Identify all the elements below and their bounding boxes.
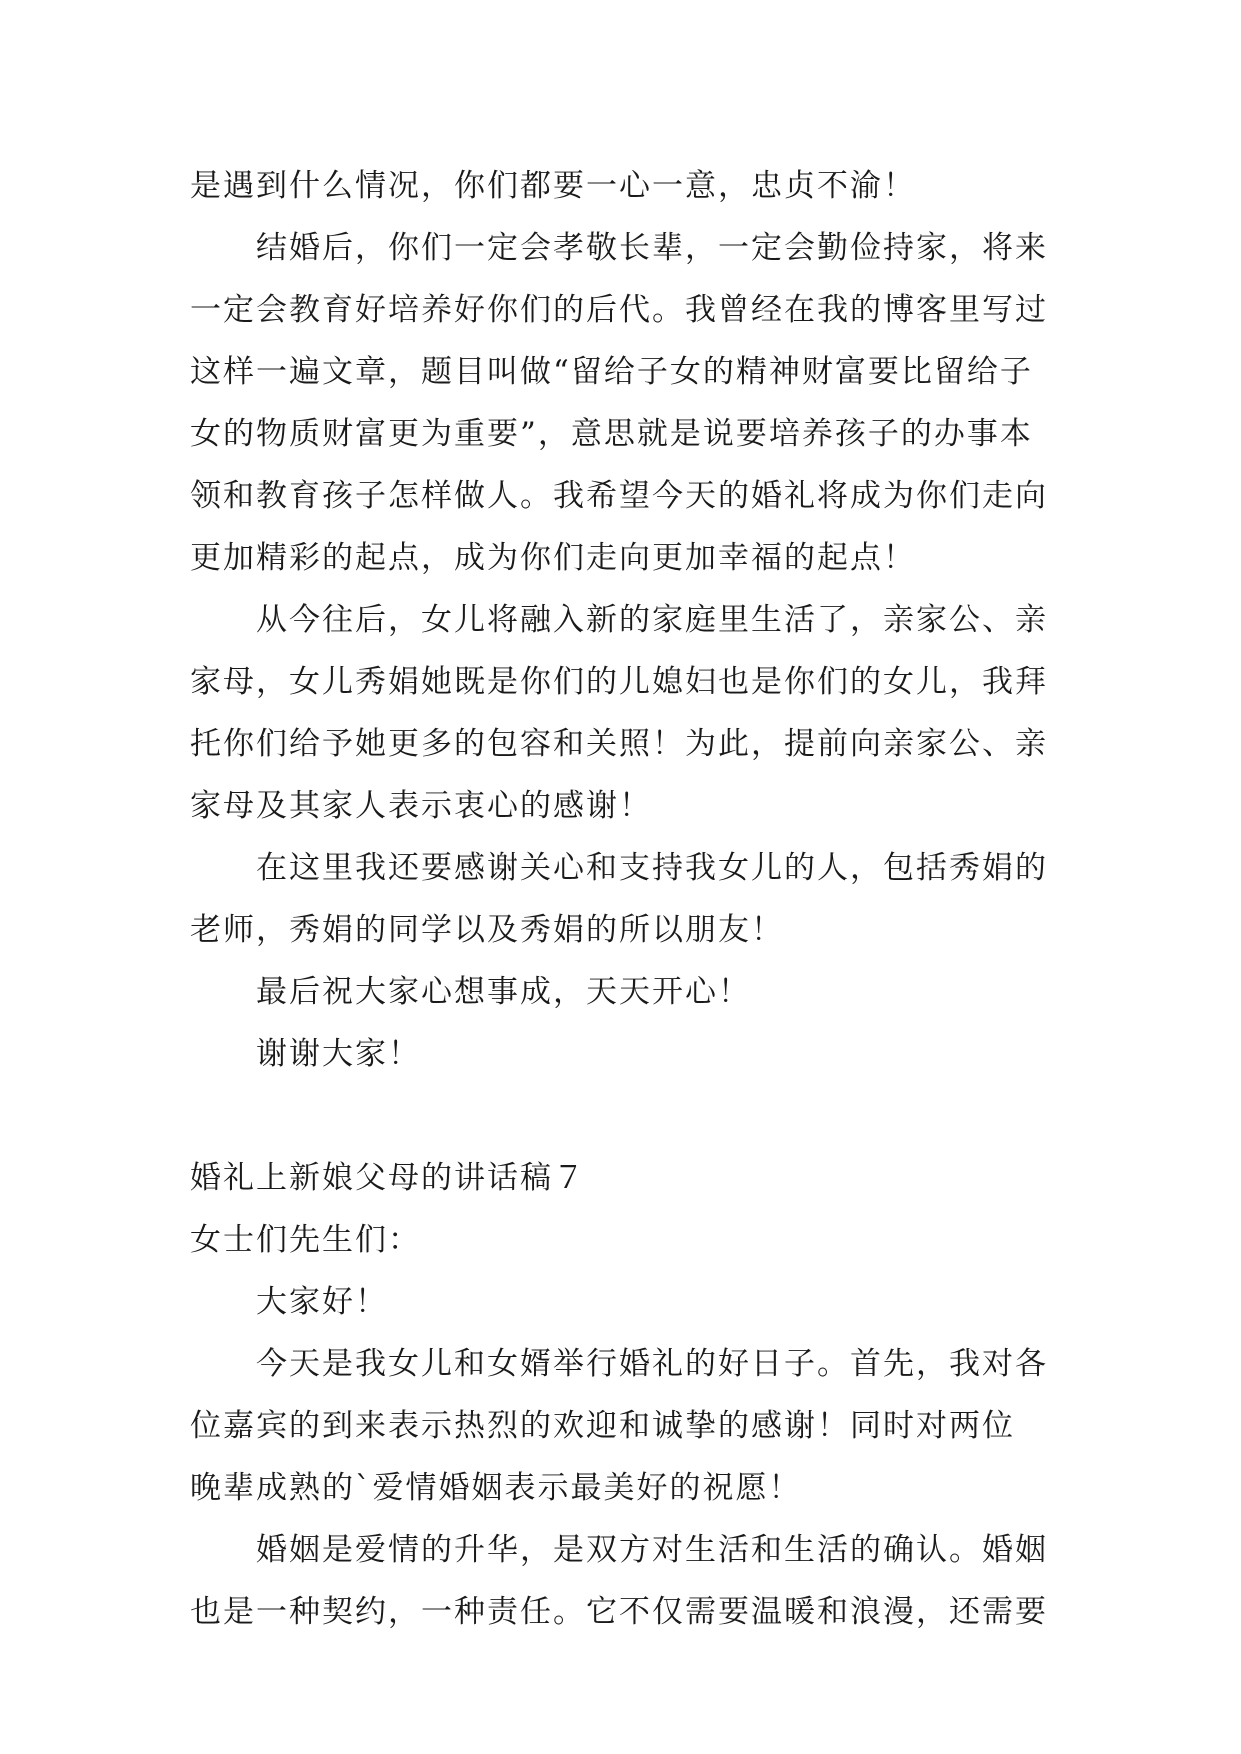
- greeting-line: 大家好！: [256, 1284, 388, 1320]
- text-line: 家母，女儿秀娟她既是你们的儿媳妇也是你们的女儿，我拜: [190, 664, 1048, 700]
- text-line: 老师，秀娟的同学以及秀娟的所以朋友！: [190, 912, 784, 948]
- paragraph-start-line: 结婚后，你们一定会孝敬长辈，一定会勤俭持家，将来: [256, 230, 1048, 266]
- document-body: [190, 155, 1070, 1643]
- salutation-line: 女士们先生们：: [190, 1222, 421, 1258]
- text-line: 更加精彩的起点，成为你们走向更加幸福的起点！: [190, 540, 916, 576]
- section-title: 婚礼上新娘父母的讲话稿７: [190, 1160, 586, 1196]
- closing-line: 谢谢大家！: [256, 1036, 421, 1072]
- text-line: 领和教育孩子怎样做人。我希望今天的婚礼将成为你们走向: [190, 478, 1048, 514]
- text-line: 托你们给予她更多的包容和关照！为此，提前向亲家公、亲: [190, 726, 1048, 762]
- text-line: 这样一遍文章，题目叫做“留给子女的精神财富要比留给子: [190, 354, 1033, 390]
- section-gap: [190, 1085, 1070, 1147]
- text-line: 一定会教育好培养好你们的后代。我曾经在我的博客里写过: [190, 292, 1048, 328]
- paragraph-start-line: 在这里我还要感谢关心和支持我女儿的人，包括秀娟的: [256, 850, 1048, 886]
- text-line: 女的物质财富更为重要”，意思就是说要培养孩子的办事本: [190, 416, 1033, 452]
- paragraph-start-line: 最后祝大家心想事成，天天开心！: [256, 974, 751, 1010]
- paragraph-start-line: 今天是我女儿和女婿举行婚礼的好日子。首先，我对各: [256, 1346, 1048, 1382]
- paragraph-start-line: 婚姻是爱情的升华，是双方对生活和生活的确认。婚姻: [256, 1532, 1048, 1568]
- text-line: 是遇到什么情况，你们都要一心一意，忠贞不渝！: [190, 168, 916, 204]
- text-line: 位嘉宾的到来表示热烈的欢迎和诚挚的感谢！同时对两位: [190, 1408, 1015, 1444]
- text-line: 也是一种契约，一种责任。它不仅需要温暖和浪漫，还需要: [190, 1594, 1048, 1630]
- text-line: 家母及其家人表示衷心的感谢！: [190, 788, 652, 824]
- paragraph-start-line: 从今往后，女儿将融入新的家庭里生活了，亲家公、亲: [256, 602, 1048, 638]
- text-line: 晚辈成熟的`爱情婚姻表示最美好的祝愿！: [190, 1470, 802, 1506]
